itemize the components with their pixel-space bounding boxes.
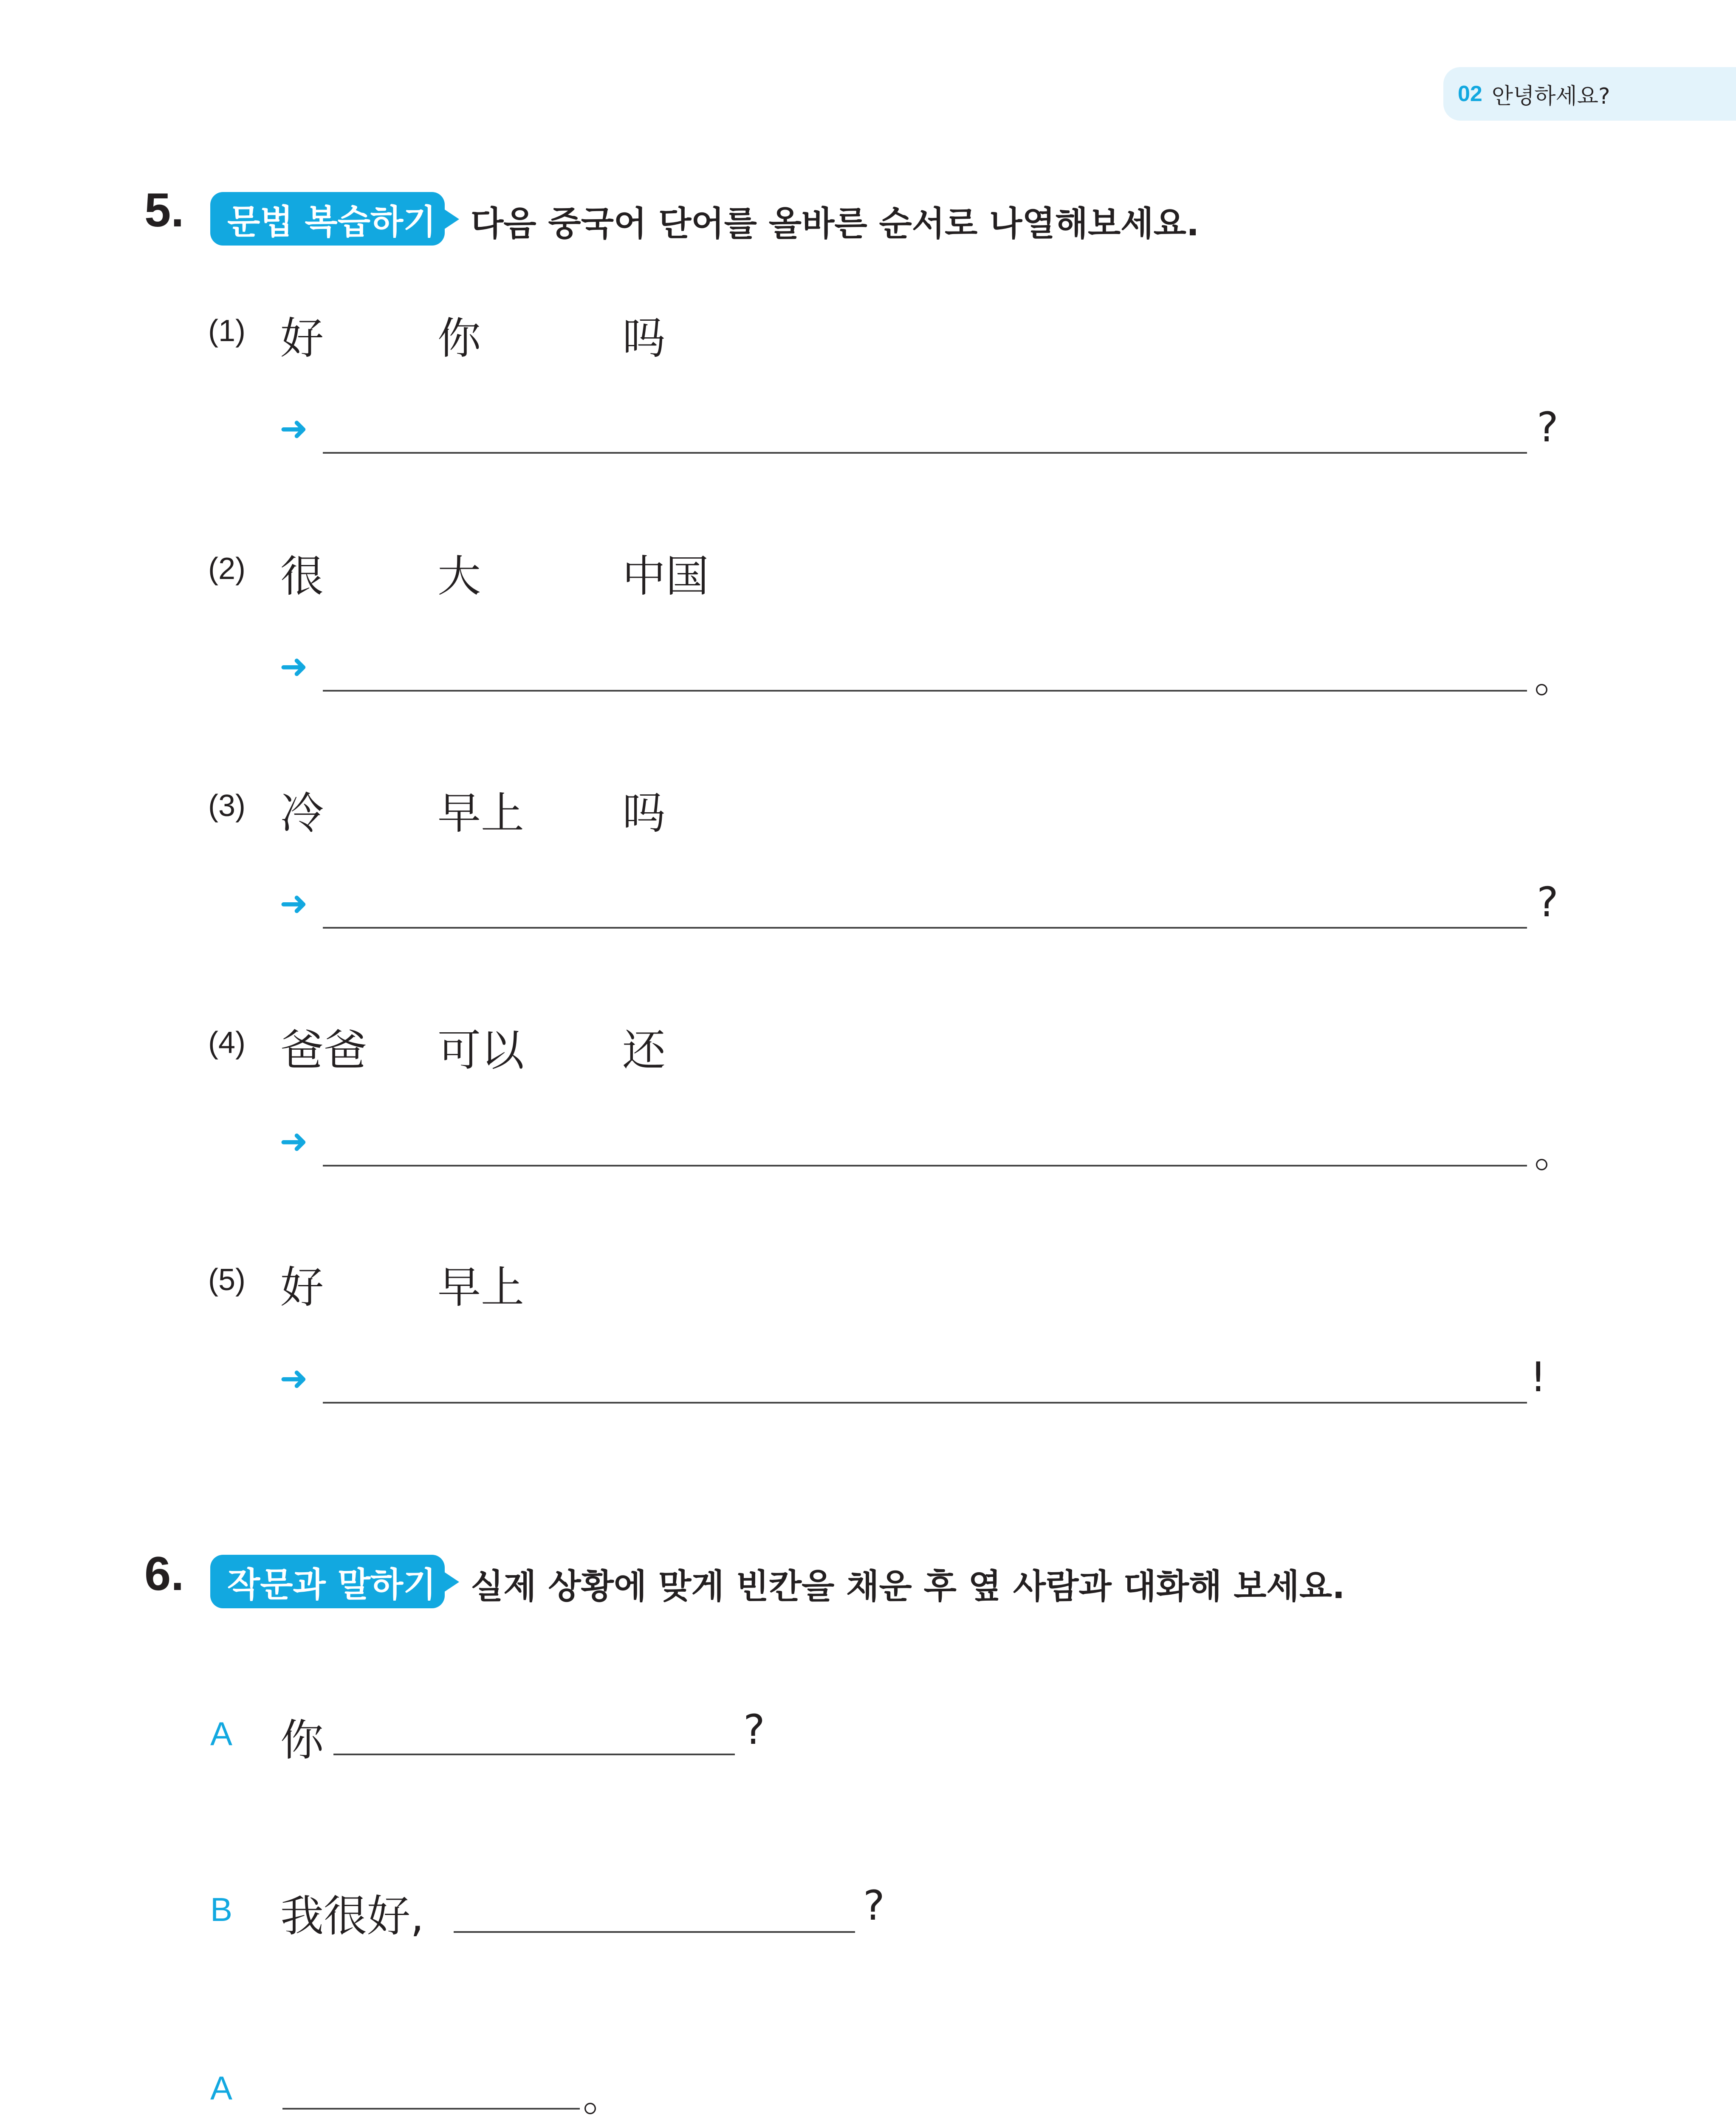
item-word: 吗 (622, 314, 666, 364)
item-word: 吗 (622, 788, 666, 839)
item-word: 可以 (438, 1025, 524, 1076)
arrow-icon: ➜ (279, 409, 308, 448)
dialogue-blank[interactable] (454, 1931, 855, 1933)
item-word: 冷 (280, 788, 324, 839)
unit-number: 02 (1458, 82, 1482, 106)
item-number: (2) (208, 552, 246, 586)
section5-number: 5. (144, 184, 184, 237)
item-number: (4) (208, 1026, 246, 1060)
section6-badge: 작문과 말하기 (210, 1555, 445, 1608)
arrow-icon: ➜ (279, 647, 308, 686)
item-word: 你 (438, 314, 481, 364)
section6-number: 6. (144, 1547, 184, 1600)
item-word: 早上 (438, 1263, 524, 1313)
item-word: 中国 (622, 551, 709, 602)
answer-blank[interactable] (323, 1165, 1527, 1167)
answer-blank[interactable] (323, 452, 1527, 454)
dialogue-blank[interactable] (282, 2108, 580, 2110)
dialogue-blank[interactable] (333, 1754, 735, 1755)
item-word: 很 (280, 551, 324, 602)
section6-instruction: 실제 상황에 맞게 빈칸을 채운 후 옆 사람과 대화해 보세요. (471, 1567, 1345, 1606)
item-number: (1) (208, 314, 246, 348)
item-number: (3) (208, 789, 246, 823)
item-word: 还 (622, 1025, 666, 1076)
section5-badge: 문법 복습하기 (210, 192, 445, 246)
end-punctuation: 。 (583, 2073, 624, 2121)
speaker-label: A (210, 1715, 233, 1752)
unit-title: 안녕하세요? (1491, 83, 1610, 109)
dialogue-prefix: 我很好, (280, 1891, 424, 1942)
arrow-icon: ➜ (279, 884, 308, 923)
section5-instruction: 다음 중국어 단어를 올바른 순서로 나열해보세요. (471, 204, 1200, 243)
item-word: 早上 (438, 788, 524, 839)
end-punctuation: ! (1530, 1353, 1547, 1401)
arrow-icon: ➜ (279, 1359, 308, 1398)
end-punctuation: ? (1537, 404, 1558, 451)
item-word: 好 (280, 1263, 324, 1313)
item-word: 大 (438, 551, 481, 602)
item-word: 爸爸 (280, 1025, 367, 1076)
speaker-label: A (210, 2069, 233, 2107)
dialogue-prefix: 你 (280, 1715, 324, 1766)
end-punctuation: ? (743, 1706, 765, 1754)
end-punctuation: ? (1537, 878, 1558, 926)
answer-blank[interactable] (323, 690, 1527, 692)
arrow-icon: ➜ (279, 1121, 308, 1161)
end-punctuation: ? (863, 1882, 885, 1929)
unit-tab (1443, 67, 1736, 121)
end-punctuation: 。 (1534, 654, 1575, 702)
item-number: (5) (208, 1263, 246, 1297)
answer-blank[interactable] (323, 927, 1527, 929)
end-punctuation: 。 (1534, 1129, 1575, 1177)
item-word: 好 (280, 314, 324, 364)
speaker-label: B (210, 1891, 233, 1928)
answer-blank[interactable] (323, 1402, 1527, 1404)
